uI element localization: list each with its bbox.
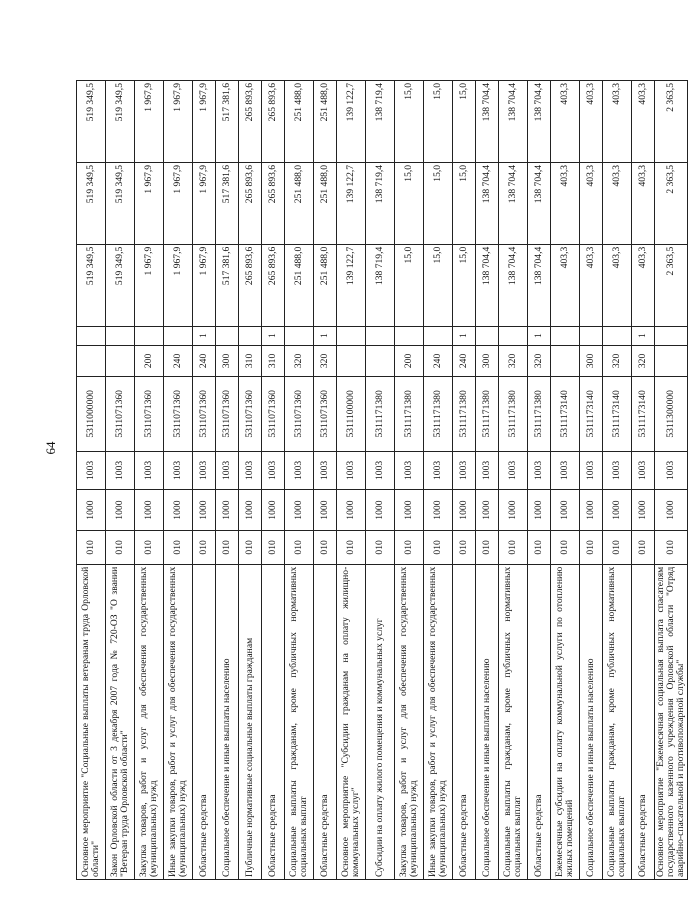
row-value-1: 519 349,5 (106, 244, 135, 326)
table-row (424, 81, 453, 880)
row-name: Ежемесячные субсидии на оплату коммунальной услуги по отоплению жилых помещений (551, 564, 580, 879)
row-source-mark (424, 326, 453, 345)
row-value-1: 403,3 (632, 244, 655, 326)
row-source-mark (239, 326, 262, 345)
row-expense-type: 320 (528, 345, 551, 376)
row-subsection: 1003 (395, 451, 424, 490)
row-subsection: 1003 (314, 451, 337, 490)
row-code: 010 (337, 531, 366, 565)
row-expense-type: 320 (632, 345, 655, 376)
row-value-3: 138 704,4 (476, 81, 499, 163)
row-section: 1000 (337, 490, 366, 531)
row-source-mark (285, 326, 314, 345)
row-section: 1000 (164, 490, 193, 531)
row-value-3: 403,3 (632, 81, 655, 163)
table-row (314, 81, 337, 880)
table-row (580, 81, 603, 880)
row-section: 1000 (528, 490, 551, 531)
row-target-article: 5311071360 (262, 377, 285, 452)
row-subsection: 1003 (655, 451, 688, 490)
row-source-mark: 1 (193, 326, 216, 345)
row-subsection: 1003 (262, 451, 285, 490)
row-name: Социальное обеспечение и иные выплаты населению (216, 564, 239, 879)
row-value-3: 1 967,9 (193, 81, 216, 163)
row-code: 010 (453, 531, 476, 565)
row-section: 1000 (603, 490, 632, 531)
row-subsection: 1003 (106, 451, 135, 490)
row-value-2: 265 893,6 (262, 162, 285, 244)
row-subsection: 1003 (77, 451, 106, 490)
row-name: Областные средства (314, 564, 337, 879)
row-value-3: 403,3 (580, 81, 603, 163)
row-target-article: 5311071360 (164, 377, 193, 452)
row-source-mark (603, 326, 632, 345)
row-expense-type (551, 345, 580, 376)
row-name: Социальные выплаты гражданам, кроме публичных нормативных социальных выплат (603, 564, 632, 879)
row-target-article: 5311173140 (551, 377, 580, 452)
row-section: 1000 (395, 490, 424, 531)
row-value-1: 15,0 (453, 244, 476, 326)
table-row (285, 81, 314, 880)
row-code: 010 (632, 531, 655, 565)
row-expense-type: 320 (285, 345, 314, 376)
row-name: Основное мероприятие "Субсидии гражданам на оплату жилищно-коммунальных услуг" (337, 564, 366, 879)
row-value-3: 265 893,6 (262, 81, 285, 163)
row-value-3: 1 967,9 (135, 81, 164, 163)
row-source-mark (655, 326, 688, 345)
row-code: 010 (193, 531, 216, 565)
row-value-1: 138 719,4 (366, 244, 395, 326)
row-source-mark (135, 326, 164, 345)
table-row (632, 81, 655, 880)
row-value-3: 403,3 (603, 81, 632, 163)
row-code: 010 (395, 531, 424, 565)
row-value-3: 1 967,9 (164, 81, 193, 163)
row-subsection: 1003 (551, 451, 580, 490)
row-name: Иные закупки товаров, работ и услуг для обеспечения государственных (муниципальных) нужд (424, 564, 453, 879)
budget-table (76, 80, 688, 880)
row-section: 1000 (580, 490, 603, 531)
row-source-mark (366, 326, 395, 345)
row-subsection: 1003 (632, 451, 655, 490)
row-value-2: 251 488,0 (314, 162, 337, 244)
table-row (193, 81, 216, 880)
row-code: 010 (499, 531, 528, 565)
row-target-article: 5311171380 (499, 377, 528, 452)
row-value-3: 517 381,6 (216, 81, 239, 163)
row-value-1: 1 967,9 (164, 244, 193, 326)
row-name: Основное мероприятие "Ежемесячная социальная выплата спасателям государственного казенного учреждения Орловской области "Отряд аварийно-спасательной и противопожарной службы" (655, 564, 688, 879)
row-source-mark: 1 (528, 326, 551, 345)
row-name: Социальное обеспечение и иные выплаты населению (476, 564, 499, 879)
table-row (216, 81, 239, 880)
row-value-2: 138 704,4 (476, 162, 499, 244)
row-subsection: 1003 (580, 451, 603, 490)
row-expense-type: 300 (476, 345, 499, 376)
row-name: Закон Орловской области от 3 декабря 2007 года № 720-ОЗ "О звании "Ветеран труда Орловской области" (106, 564, 135, 879)
row-section: 1000 (366, 490, 395, 531)
row-section: 1000 (551, 490, 580, 531)
table-row (239, 81, 262, 880)
row-code: 010 (424, 531, 453, 565)
row-target-article: 5311071360 (106, 377, 135, 452)
row-subsection: 1003 (216, 451, 239, 490)
row-subsection: 1003 (239, 451, 262, 490)
row-subsection: 1003 (366, 451, 395, 490)
row-code: 010 (77, 531, 106, 565)
row-expense-type (77, 345, 106, 376)
row-expense-type: 300 (216, 345, 239, 376)
row-value-2: 138 704,4 (528, 162, 551, 244)
row-target-article: 5311173140 (580, 377, 603, 452)
row-source-mark: 1 (632, 326, 655, 345)
table-row (337, 81, 366, 880)
row-value-1: 138 704,4 (499, 244, 528, 326)
row-section: 1000 (239, 490, 262, 531)
row-target-article: 5311171380 (424, 377, 453, 452)
row-source-mark (499, 326, 528, 345)
row-subsection: 1003 (424, 451, 453, 490)
row-source-mark: 1 (314, 326, 337, 345)
row-value-1: 1 967,9 (193, 244, 216, 326)
row-target-article: 5311171380 (528, 377, 551, 452)
rotated-table-container (76, 80, 687, 880)
row-code: 010 (216, 531, 239, 565)
row-source-mark (164, 326, 193, 345)
row-value-3: 403,3 (551, 81, 580, 163)
row-value-2: 519 349,5 (77, 162, 106, 244)
row-code: 010 (476, 531, 499, 565)
row-section: 1000 (106, 490, 135, 531)
row-subsection: 1003 (453, 451, 476, 490)
row-name: Областные средства (453, 564, 476, 879)
row-value-2: 1 967,9 (164, 162, 193, 244)
row-value-1: 265 893,6 (239, 244, 262, 326)
row-value-2: 139 122,7 (337, 162, 366, 244)
row-value-2: 519 349,5 (106, 162, 135, 244)
row-source-mark (106, 326, 135, 345)
row-value-3: 139 122,7 (337, 81, 366, 163)
row-code: 010 (528, 531, 551, 565)
row-section: 1000 (655, 490, 688, 531)
row-value-1: 251 488,0 (314, 244, 337, 326)
row-source-mark (551, 326, 580, 345)
row-code: 010 (135, 531, 164, 565)
row-target-article: 5311071360 (216, 377, 239, 452)
row-target-article: 5311171380 (395, 377, 424, 452)
row-value-1: 15,0 (395, 244, 424, 326)
row-expense-type (366, 345, 395, 376)
row-value-3: 251 488,0 (285, 81, 314, 163)
row-source-mark: 1 (453, 326, 476, 345)
row-code: 010 (580, 531, 603, 565)
row-name: Областные средства (262, 564, 285, 879)
row-section: 1000 (632, 490, 655, 531)
table-row (164, 81, 193, 880)
budget-table-body (77, 81, 688, 880)
row-code: 010 (551, 531, 580, 565)
row-code: 010 (314, 531, 337, 565)
table-row (77, 81, 106, 880)
row-expense-type: 240 (164, 345, 193, 376)
row-value-3: 265 893,6 (239, 81, 262, 163)
row-value-3: 251 488,0 (314, 81, 337, 163)
row-value-1: 15,0 (424, 244, 453, 326)
row-subsection: 1003 (499, 451, 528, 490)
row-name: Социальные выплаты гражданам, кроме публичных нормативных социальных выплат (285, 564, 314, 879)
row-code: 010 (285, 531, 314, 565)
row-section: 1000 (216, 490, 239, 531)
row-value-2: 138 719,4 (366, 162, 395, 244)
row-section: 1000 (453, 490, 476, 531)
row-value-2: 15,0 (453, 162, 476, 244)
row-source-mark (337, 326, 366, 345)
row-section: 1000 (262, 490, 285, 531)
table-row (499, 81, 528, 880)
page-number: 64 (43, 441, 58, 455)
row-source-mark (77, 326, 106, 345)
row-value-2: 265 893,6 (239, 162, 262, 244)
row-value-1: 2 363,5 (655, 244, 688, 326)
row-value-1: 403,3 (551, 244, 580, 326)
row-name: Основное мероприятие "Социальные выплаты ветеранам труда Орловской области" (77, 564, 106, 879)
row-subsection: 1003 (285, 451, 314, 490)
row-subsection: 1003 (528, 451, 551, 490)
row-value-2: 403,3 (632, 162, 655, 244)
row-expense-type (106, 345, 135, 376)
row-section: 1000 (499, 490, 528, 531)
row-subsection: 1003 (164, 451, 193, 490)
row-value-1: 403,3 (603, 244, 632, 326)
row-value-3: 138 704,4 (528, 81, 551, 163)
row-value-1: 251 488,0 (285, 244, 314, 326)
row-source-mark (580, 326, 603, 345)
row-value-1: 1 967,9 (135, 244, 164, 326)
table-row (655, 81, 688, 880)
row-value-3: 15,0 (424, 81, 453, 163)
row-target-article: 5311300000 (655, 377, 688, 452)
row-section: 1000 (476, 490, 499, 531)
row-value-3: 138 719,4 (366, 81, 395, 163)
table-row (135, 81, 164, 880)
row-value-1: 139 122,7 (337, 244, 366, 326)
row-value-2: 1 967,9 (193, 162, 216, 244)
row-value-1: 403,3 (580, 244, 603, 326)
table-row (366, 81, 395, 880)
table-row (476, 81, 499, 880)
row-target-article: 5311171380 (453, 377, 476, 452)
table-row (395, 81, 424, 880)
row-value-3: 2 363,5 (655, 81, 688, 163)
row-name: Областные средства (632, 564, 655, 879)
row-target-article: 5311100000 (337, 377, 366, 452)
row-expense-type: 240 (453, 345, 476, 376)
row-expense-type: 240 (193, 345, 216, 376)
row-expense-type: 320 (499, 345, 528, 376)
row-name: Публичные нормативные социальные выплаты гражданам (239, 564, 262, 879)
row-target-article: 5311071360 (193, 377, 216, 452)
row-value-2: 15,0 (395, 162, 424, 244)
row-section: 1000 (135, 490, 164, 531)
row-target-article: 5311171380 (476, 377, 499, 452)
row-target-article: 5311173140 (603, 377, 632, 452)
row-subsection: 1003 (476, 451, 499, 490)
row-value-2: 2 363,5 (655, 162, 688, 244)
row-value-1: 138 704,4 (476, 244, 499, 326)
row-expense-type (337, 345, 366, 376)
row-expense-type: 200 (135, 345, 164, 376)
row-code: 010 (106, 531, 135, 565)
row-section: 1000 (285, 490, 314, 531)
row-subsection: 1003 (193, 451, 216, 490)
row-value-1: 265 893,6 (262, 244, 285, 326)
row-target-article: 5311000000 (77, 377, 106, 452)
row-value-2: 15,0 (424, 162, 453, 244)
row-value-2: 517 381,6 (216, 162, 239, 244)
row-target-article: 5311071360 (239, 377, 262, 452)
row-code: 010 (655, 531, 688, 565)
row-expense-type: 310 (262, 345, 285, 376)
row-code: 010 (262, 531, 285, 565)
table-row (528, 81, 551, 880)
row-target-article: 5311171380 (366, 377, 395, 452)
row-name: Закупка товаров, работ и услуг для обеспечения государственных (муниципальных) нужд (395, 564, 424, 879)
row-expense-type: 310 (239, 345, 262, 376)
row-code: 010 (239, 531, 262, 565)
row-target-article: 5311071360 (135, 377, 164, 452)
row-name: Областные средства (193, 564, 216, 879)
row-expense-type: 200 (395, 345, 424, 376)
row-expense-type: 240 (424, 345, 453, 376)
row-name: Иные закупки товаров, работ и услуг для обеспечения государственных (муниципальных) нужд (164, 564, 193, 879)
row-source-mark: 1 (262, 326, 285, 345)
row-value-2: 403,3 (551, 162, 580, 244)
table-row (453, 81, 476, 880)
row-code: 010 (164, 531, 193, 565)
row-name: Закупка товаров, работ и услуг для обеспечения государственных (муниципальных) нужд (135, 564, 164, 879)
row-expense-type: 300 (580, 345, 603, 376)
row-value-3: 15,0 (453, 81, 476, 163)
row-section: 1000 (424, 490, 453, 531)
row-source-mark (395, 326, 424, 345)
row-subsection: 1003 (337, 451, 366, 490)
row-name: Субсидии на оплату жилого помещения и коммунальных услуг (366, 564, 395, 879)
row-value-3: 138 704,4 (499, 81, 528, 163)
row-expense-type (655, 345, 688, 376)
row-value-2: 403,3 (603, 162, 632, 244)
table-row (106, 81, 135, 880)
table-row (262, 81, 285, 880)
table-row (551, 81, 580, 880)
row-target-article: 5311071360 (285, 377, 314, 452)
row-source-mark (216, 326, 239, 345)
row-value-2: 403,3 (580, 162, 603, 244)
row-section: 1000 (193, 490, 216, 531)
row-code: 010 (603, 531, 632, 565)
row-section: 1000 (77, 490, 106, 531)
row-target-article: 5311173140 (632, 377, 655, 452)
row-value-2: 251 488,0 (285, 162, 314, 244)
table-row (603, 81, 632, 880)
row-name: Социальное обеспечение и иные выплаты населению (580, 564, 603, 879)
row-value-1: 138 704,4 (528, 244, 551, 326)
row-value-3: 519 349,5 (77, 81, 106, 163)
row-value-3: 15,0 (395, 81, 424, 163)
row-name: Социальные выплаты гражданам, кроме публичных нормативных социальных выплат (499, 564, 528, 879)
row-expense-type: 320 (603, 345, 632, 376)
row-section: 1000 (314, 490, 337, 531)
row-value-2: 138 704,4 (499, 162, 528, 244)
row-value-1: 519 349,5 (77, 244, 106, 326)
row-expense-type: 320 (314, 345, 337, 376)
row-source-mark (476, 326, 499, 345)
row-target-article: 5311071360 (314, 377, 337, 452)
row-value-2: 1 967,9 (135, 162, 164, 244)
row-subsection: 1003 (135, 451, 164, 490)
row-code: 010 (366, 531, 395, 565)
row-subsection: 1003 (603, 451, 632, 490)
row-name: Областные средства (528, 564, 551, 879)
row-value-1: 517 381,6 (216, 244, 239, 326)
row-value-3: 519 349,5 (106, 81, 135, 163)
